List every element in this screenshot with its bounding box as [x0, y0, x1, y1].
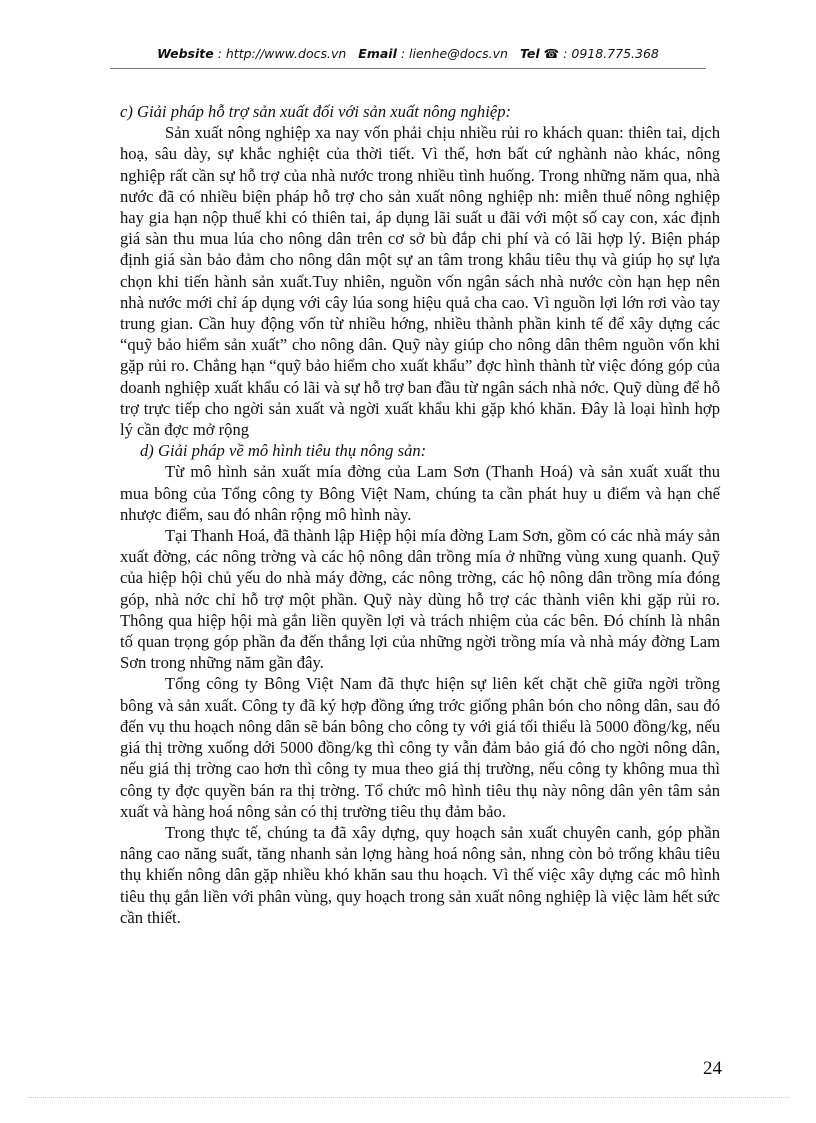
email-value[interactable]: : lienhe@docs.vn [400, 46, 508, 61]
email-label: Email [358, 46, 397, 61]
page-header [0, 46, 816, 61]
website-label: Website [157, 46, 214, 61]
paragraph-thanh-hoa: Tại Thanh Hoá, đã thành lập Hiệp hội mía đờng Lam Sơn, gồm có các nhà máy sản xuất đờng, các nông trờng và các hộ nông dân trồng mía ở những vùng xung quanh. Quỹ của hiệp hội chủ yếu do nhà máy đờng, các nông trờng, các hộ nông dân trồng mía đóng góp, nhà nớc chỉ hỗ trợ một phần. Quỹ này dùng hỗ trợ các thành viên khi gặp rủi ro. Thông qua hiệp hội mà gắn liền quyền lợi và trách nhiệm của các bên. Đó chính là nhân tố quan trọng góp phần đa đến thắng lợi của những ngời trồng mía và nhà máy đờng Lam Sơn trong những năm gần đây. [120, 526, 720, 673]
header-divider [110, 68, 706, 69]
tel-label: Tel [519, 46, 540, 61]
document-body [120, 101, 720, 928]
footer-divider [28, 1097, 788, 1098]
paragraph-support-production: Sản xuất nông nghiệp xa nay vốn phải chịu nhiều rủi ro khách quan: thiên tai, dịch hoạ, sâu dày, sự khắc nghiệt của thời tiết. Vì thế, hơn bất cứ nghành nào khác, nông nghiệp rất cần sự hỗ trợ của nhà nước trong nhiều tình huống. Trong những năm qua, nhà nước đã có nhiều biện pháp hỗ trợ cho sản xuất nông nghiệp nh: miễn thuế nông nghiệp hay gia hạn nộp thuế khi có thiên tai, áp dụng lãi suất u đãi với một số cay con, xác định giá sàn thu mua lúa cho nông dân trên cơ sở bù đắp chi phí và có lãi hợp lý. Biện pháp định giá sàn bảo đảm cho nông dân một sự an tâm trong khâu tiêu thụ và giúp họ sự lựa chọn khi tiến hành sản xuất.Tuy nhiên, nguồn vốn ngân sách nhà nước còn hạn hẹp nên nhà nước mới chỉ áp dụng với cây lúa song hiệu quả cha cao. Vì nguồn lợi lớn rơi vào tay trung gian. Cần huy động vốn từ nhiều hớng, nhiều thành phần kinh tế để xây dựng các “quỹ bảo hiểm sản xuất” cho nông dân. Quỹ này giúp cho nông dân thêm nguồn vốn khi gặp rủi ro. Chẳng hạn “quỹ bảo hiểm cho xuất khẩu” đợc hình thành từ việc đóng góp của doanh nghiệp xuất khẩu có lãi và sự hỗ trợ ban đầu từ ngân sách nhà nớc. Quỹ dùng để hỗ trợ trực tiếp cho ngời sản xuất và ngời xuất khẩu khi gặp khó khăn. Đây là loại hình hợp lý cần đợc mở rộng [120, 123, 720, 440]
tel-value: : 0918.775.368 [563, 46, 659, 61]
section-heading-c: c) Giải pháp hỗ trợ sản xuất đối với sản xuất nông nghiệp: [120, 102, 512, 121]
website-url[interactable]: : http://www.docs.vn [217, 46, 347, 61]
paragraph-conclusion: Trong thực tế, chúng ta đã xây dựng, quy hoạch sản xuất chuyên canh, góp phần nâng cao năng suất, tăng nhanh sản lợng hàng hoá nông sản, nhng còn bỏ trống khâu tiêu thụ khiến nông dân gặp nhiều khó khăn sau thu hoạch. Vì thế việc xây dựng các mô hình tiêu thụ gắn liền với phân vùng, quy hoạch trong sản xuất nông nghiệp là việc làm hết sức cần thiết. [120, 822, 720, 927]
paragraph-consumption-model: Từ mô hình sản xuất mía đờng của Lam Sơn (Thanh Hoá) và sản xuất xuất thu mua bông của Tổng công ty Bông Việt Nam, chúng ta cần phát huy u điểm và hạn chế nhược điểm, sau đó nhân rộng mô hình này. [120, 462, 720, 524]
page-number: 24 [703, 1058, 722, 1079]
phone-icon: ☎ [543, 46, 560, 61]
paragraph-cotton-company: Tổng công ty Bông Việt Nam đã thực hiện sự liên kết chặt chẽ giữa ngời trồng bông và sản xuất. Công ty đã ký hợp đồng ứng trớc giống phân bón cho nông dân, sau đó đến vụ thu hoạch nông dân sẽ bán bông cho công ty với giá tối thiểu là 5000 đồng/kg, nếu giá thị trờng xuống dới 5000 đồng/kg thì công ty vẫn đảm bảo giá đó cho ngời nông dân, nếu giá thị trờng cao hơn thì công ty mua theo giá thị trường, nếu công ty không mua thì công ty đợc quyền bán ra thị trờng. Tổ chức mô hình tiêu thụ này nông dân yên tâm sản xuất và hàng hoá nông sản có thị trường tiêu thụ đảm bảo. [120, 674, 720, 821]
section-heading-d: d) Giải pháp về mô hình tiêu thụ nông sản: [140, 441, 427, 461]
